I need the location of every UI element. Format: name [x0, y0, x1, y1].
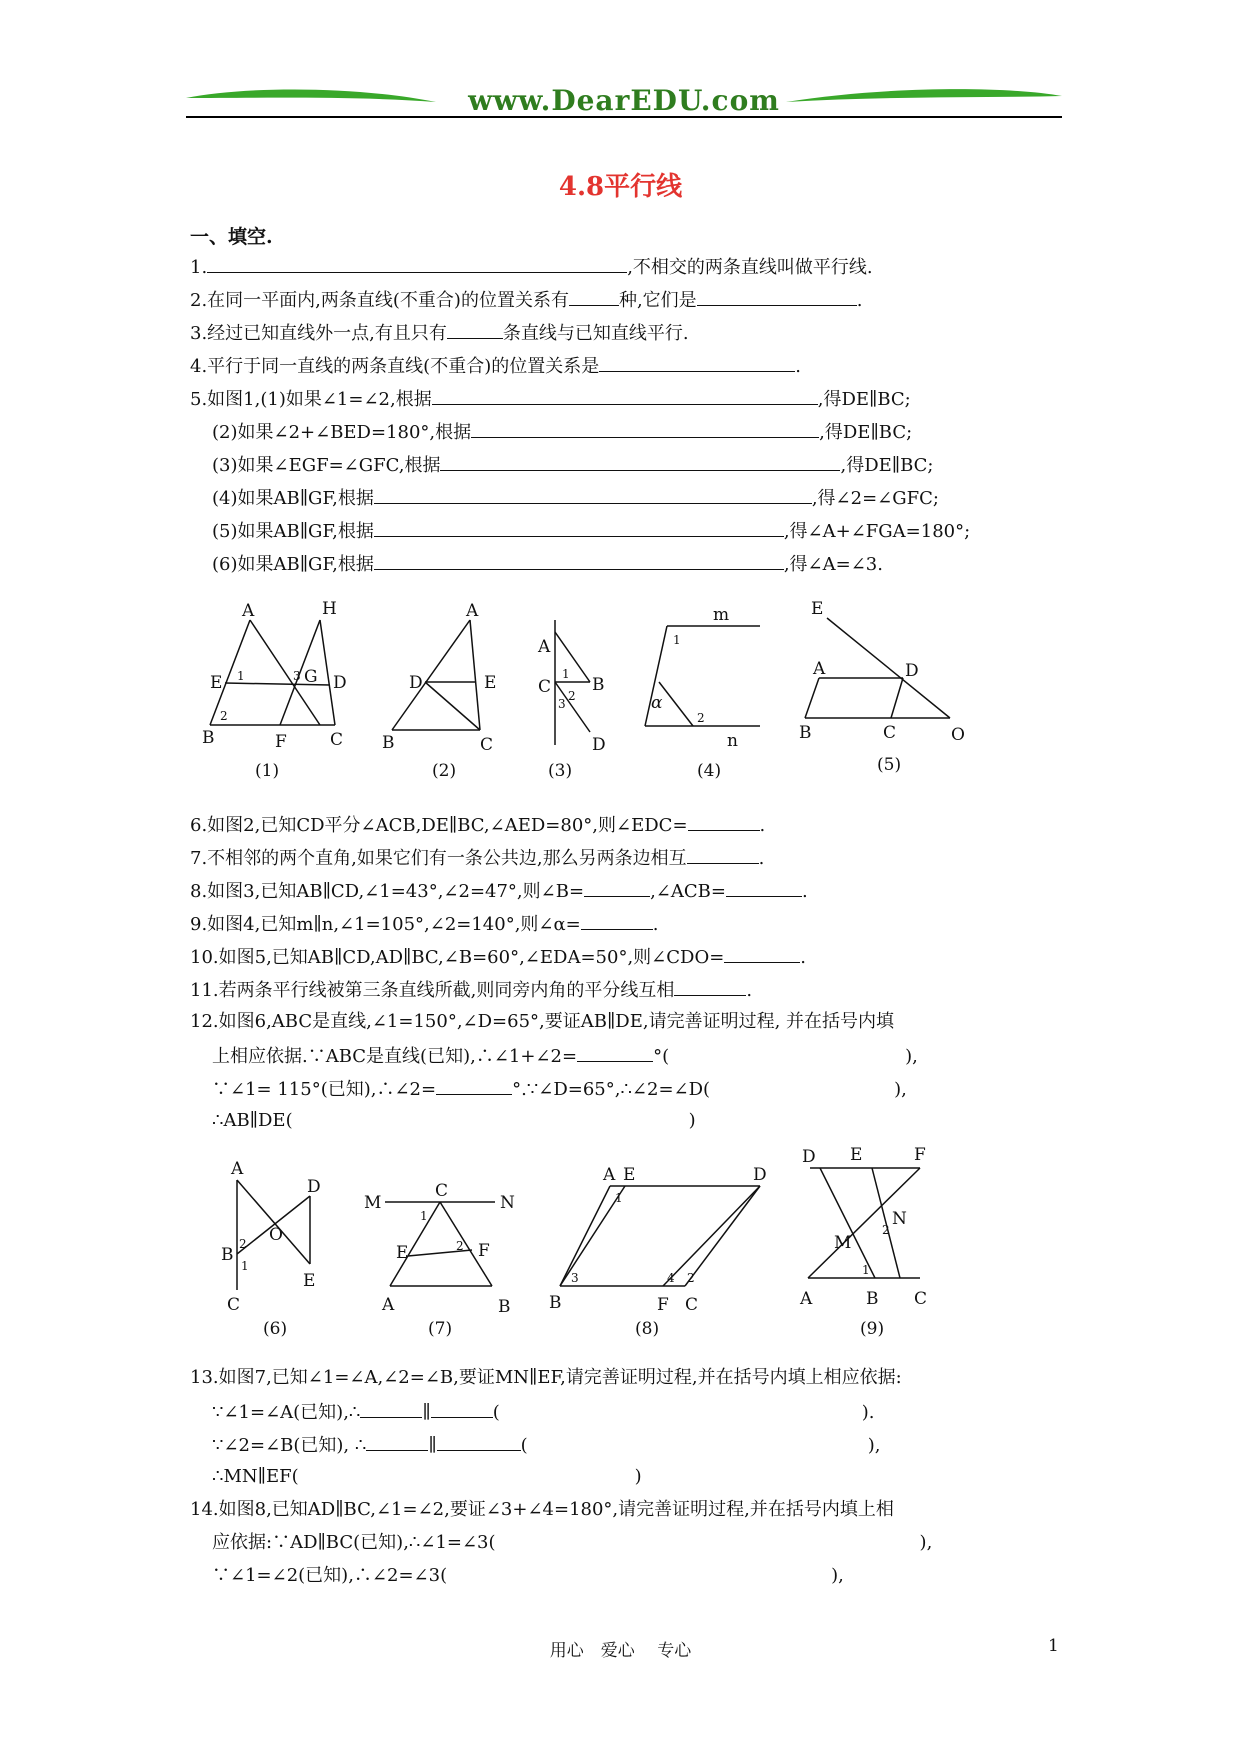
question-8: 8.如图3,已知AB∥CD,∠1=43°,∠2=47°,则∠B= ,∠ACB= .: [190, 878, 808, 904]
question-6: 6.如图2,已知CD平分∠ACB,DE∥BC,∠AED=80°,则∠EDC= .: [190, 812, 765, 838]
label-1: 1: [862, 1263, 870, 1277]
blank[interactable]: [724, 944, 800, 963]
label-1: 1: [615, 1191, 623, 1205]
label-E: E: [850, 1145, 863, 1165]
blank[interactable]: [374, 485, 812, 504]
blank[interactable]: [569, 287, 619, 306]
question-9: 9.如图4,已知m∥n,∠1=105°,∠2=140°,则∠α= .: [190, 911, 659, 937]
blank[interactable]: [440, 452, 840, 471]
blank[interactable]: [436, 1076, 512, 1095]
section-heading: 一、填空.: [190, 226, 273, 248]
label-A: A: [813, 659, 826, 679]
figure-8: [545, 1158, 770, 1347]
label-B: B: [866, 1289, 879, 1309]
question-12-line-1: 12.如图6,ABC是直线,∠1=150°,∠D=65°,要证AB∥DE,请完善证明过程, 并在括号内填: [190, 1011, 895, 1032]
question-7: 7.不相邻的两个直角,如果它们有一条公共边,那么另两条边相互 .: [190, 845, 764, 871]
label-B: B: [549, 1293, 562, 1313]
caption: (1): [255, 761, 280, 781]
question-13-line-3: ∵∠2=∠B(已知), ∴ ∥ ( ),: [212, 1432, 880, 1458]
figure-4: [635, 600, 775, 789]
question-11: 11.若两条平行线被第三条直线所截,则同旁内角的平分线互相 .: [190, 977, 752, 1003]
page-header: [186, 84, 1062, 118]
label-D: D: [802, 1147, 816, 1167]
label-3: 3: [558, 697, 566, 711]
question-5-2: (2)如果∠2+∠BED=180°,根据 ,得DE∥BC;: [212, 419, 912, 445]
label-A: A: [538, 637, 551, 657]
blank[interactable]: [599, 353, 795, 372]
label-D: D: [409, 673, 423, 693]
label-B: B: [382, 733, 395, 753]
label-B: B: [221, 1245, 234, 1265]
question-14-line-3: ∵∠1=∠2(已知),∴∠2=∠3( ),: [212, 1565, 844, 1586]
question-13-line-4: ∴MN∥EF( ): [212, 1466, 642, 1487]
label-B: B: [799, 723, 812, 743]
blank[interactable]: [447, 320, 503, 339]
question-5-4: (4)如果AB∥GF,根据 ,得∠2=∠GFC;: [212, 485, 939, 511]
label-O: O: [269, 1225, 283, 1245]
label-M: M: [834, 1233, 852, 1253]
label-G: G: [304, 667, 318, 687]
question-5-1: 5.如图1,(1)如果∠1=∠2,根据 ,得DE∥BC;: [190, 386, 911, 412]
label-C: C: [883, 723, 897, 743]
label-2: 2: [568, 689, 576, 703]
label-C: C: [914, 1289, 928, 1309]
label-F: F: [478, 1241, 490, 1261]
label-E: E: [623, 1165, 636, 1185]
figure-7: [360, 1158, 515, 1347]
label-2: 2: [456, 1239, 464, 1253]
label-1: 1: [237, 669, 245, 683]
blank[interactable]: [726, 878, 802, 897]
label-D: D: [333, 673, 347, 693]
question-14-line-2: 应依据:∵AD∥BC(已知),∴∠1=∠3( ),: [212, 1532, 933, 1553]
label-1: 1: [420, 1209, 428, 1223]
page-number: 1: [1048, 1636, 1059, 1656]
label-2: 2: [239, 1237, 247, 1251]
question-5-3: (3)如果∠EGF=∠GFC,根据 ,得DE∥BC;: [212, 452, 934, 478]
label-1: 1: [673, 633, 681, 647]
label-A: A: [231, 1159, 244, 1179]
blank[interactable]: [207, 254, 627, 273]
label-N: N: [892, 1209, 907, 1229]
label-F: F: [657, 1295, 669, 1315]
caption: (2): [432, 761, 457, 781]
caption: (9): [860, 1319, 885, 1339]
label-A: A: [466, 601, 479, 621]
page-title: 4.8平行线: [558, 172, 683, 202]
label-F: F: [914, 1145, 926, 1165]
label-A: A: [603, 1165, 616, 1185]
blank[interactable]: [431, 1399, 493, 1418]
caption: (8): [635, 1319, 660, 1339]
label-m: m: [713, 605, 730, 625]
label-D: D: [905, 661, 919, 681]
question-3: 3.经过已知直线外一点,有且只有 条直线与已知直线平行.: [190, 320, 689, 346]
label-2: 2: [220, 709, 228, 723]
question-14-line-1: 14.如图8,已知AD∥BC,∠1=∠2,要证∠3+∠4=180°,请完善证明过程,并在括号内填上相: [190, 1499, 894, 1520]
label-alpha: α: [651, 693, 663, 713]
question-12-line-2: 上相应依据.∵ABC是直线(已知),∴∠1+∠2= °( ),: [212, 1043, 918, 1069]
label-2: 2: [882, 1223, 890, 1237]
figure-2: [380, 600, 510, 789]
blank[interactable]: [374, 518, 784, 537]
label-A: A: [242, 601, 255, 621]
label-A: A: [800, 1289, 813, 1309]
label-1: 1: [241, 1259, 249, 1273]
label-4: 4: [667, 1271, 675, 1285]
blank[interactable]: [366, 1432, 428, 1451]
brand-logo: www.DearEDU.com: [468, 84, 780, 117]
label-M: M: [364, 1193, 382, 1213]
label-D: D: [592, 735, 606, 755]
blank[interactable]: [581, 911, 653, 930]
label-E: E: [303, 1271, 316, 1291]
blank[interactable]: [697, 287, 857, 306]
question-13-line-2: ∵∠1=∠A(已知),∴ ∥ ( ).: [212, 1399, 874, 1425]
label-F: F: [275, 732, 287, 752]
label-E: E: [484, 673, 497, 693]
blank[interactable]: [687, 845, 759, 864]
label-2: 2: [697, 711, 705, 725]
label-C: C: [480, 735, 494, 755]
blank[interactable]: [471, 419, 819, 438]
label-3: 3: [571, 1271, 579, 1285]
figure-9: [790, 1138, 940, 1347]
caption: (7): [428, 1319, 453, 1339]
label-E: E: [811, 599, 824, 619]
label-C: C: [538, 677, 552, 697]
blank[interactable]: [432, 386, 818, 405]
label-C: C: [330, 730, 344, 750]
blank[interactable]: [674, 977, 746, 996]
label-D: D: [753, 1165, 767, 1185]
label-n: n: [727, 731, 738, 751]
blank[interactable]: [577, 1043, 653, 1062]
question-13-line-1: 13.如图7,已知∠1=∠A,∠2=∠B,要证MN∥EF,请完善证明过程,并在括号内填上相应依据:: [190, 1367, 902, 1388]
label-E: E: [210, 673, 223, 693]
question-5-6: (6)如果AB∥GF,根据 ,得∠A=∠3.: [212, 551, 883, 577]
label-C: C: [435, 1181, 449, 1201]
label-B: B: [498, 1297, 511, 1317]
label-3: 3: [293, 669, 301, 683]
caption: (3): [548, 761, 573, 781]
question-1: 1. ,不相交的两条直线叫做平行线.: [190, 254, 873, 280]
figure-3: [530, 600, 620, 789]
label-N: N: [500, 1193, 515, 1213]
label-E: E: [396, 1243, 409, 1263]
question-5-5: (5)如果AB∥GF,根据 ,得∠A+∠FGA=180°;: [212, 518, 970, 544]
blank[interactable]: [688, 812, 760, 831]
label-C: C: [685, 1295, 699, 1315]
label-A: A: [382, 1295, 395, 1315]
blank[interactable]: [360, 1399, 422, 1418]
figure-5: [795, 596, 970, 785]
caption: (6): [263, 1319, 288, 1339]
label-B: B: [202, 728, 215, 748]
blank[interactable]: [437, 1432, 521, 1451]
question-12-line-3: ∵∠1= 115°(已知),∴∠2= °.∵∠D=65°,∴∠2=∠D( ),: [212, 1076, 907, 1102]
label-1: 1: [562, 667, 570, 681]
blank[interactable]: [374, 551, 784, 570]
label-H: H: [322, 600, 337, 619]
label-C: C: [227, 1295, 241, 1315]
label-O: O: [951, 725, 965, 745]
question-2: 2.在同一平面内,两条直线(不重合)的位置关系有 种,它们是 .: [190, 287, 862, 313]
label-2: 2: [687, 1271, 695, 1285]
question-10: 10.如图5,已知AB∥CD,AD∥BC,∠B=60°,∠EDA=50°,则∠CDO= .: [190, 944, 806, 970]
figure-6: [215, 1158, 325, 1347]
caption: (4): [697, 761, 722, 781]
footer-text: 用心 爱心 专心: [549, 1641, 692, 1661]
label-B: B: [592, 675, 605, 695]
question-12-line-4: ∴AB∥DE( ): [212, 1110, 696, 1131]
blank[interactable]: [584, 878, 650, 897]
question-4: 4.平行于同一直线的两条直线(不重合)的位置关系是 .: [190, 353, 801, 379]
figure-1: [200, 600, 350, 789]
label-D: D: [307, 1177, 321, 1197]
caption: (5): [877, 755, 902, 775]
